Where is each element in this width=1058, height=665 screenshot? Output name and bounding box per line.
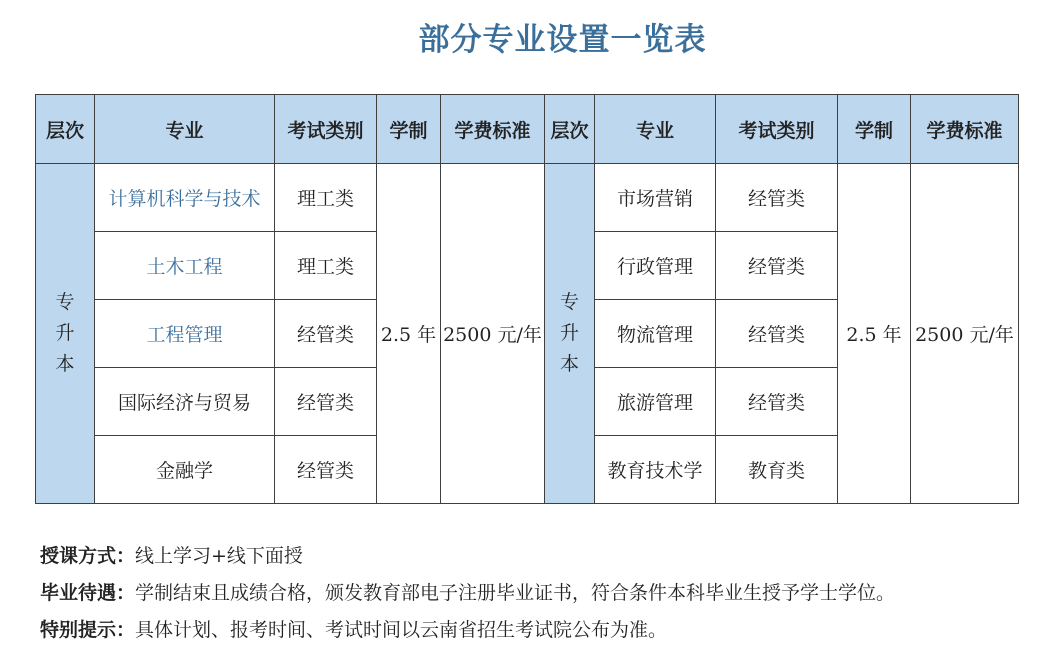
note-text: 学制结束且成绩合格，颁发教育部电子注册毕业证书，符合条件本科毕业生授予学士学位。 (135, 582, 896, 604)
table-row (36, 164, 1019, 232)
header-cell: 专业 (595, 95, 716, 164)
category-cell: 理工类 (275, 232, 377, 300)
major-cell: 国际经济与贸易 (95, 368, 275, 436)
major-cell: 行政管理 (595, 232, 716, 300)
category-cell: 经管类 (716, 300, 838, 368)
header-cell: 考试类别 (716, 95, 838, 164)
note-graduation (40, 575, 1040, 612)
majors-table (35, 94, 1019, 504)
major-cell: 计算机科学与技术 (95, 164, 275, 232)
page-title: 部分专业设置一览表 (418, 22, 707, 58)
category-cell: 经管类 (275, 368, 377, 436)
category-cell: 经管类 (716, 232, 838, 300)
major-cell: 旅游管理 (595, 368, 716, 436)
note-label: 毕业待遇： (40, 582, 136, 604)
header-cell: 学费标准 (911, 95, 1019, 164)
header-cell: 专业 (95, 95, 275, 164)
header-cell: 层次 (36, 95, 95, 164)
category-cell: 经管类 (716, 368, 838, 436)
duration-cell-right: 2.5 年 (838, 164, 911, 504)
level-cell-right (545, 164, 595, 504)
level-cell-left (36, 164, 95, 504)
duration-cell-left: 2.5 年 (377, 164, 441, 504)
level-text-right: 专升本 (559, 291, 579, 375)
fee-cell-right: 2500 元/年 (911, 164, 1019, 504)
major-cell: 市场营销 (595, 164, 716, 232)
category-cell: 经管类 (275, 300, 377, 368)
major-cell: 土木工程 (95, 232, 275, 300)
major-cell: 物流管理 (595, 300, 716, 368)
header-cell: 层次 (545, 95, 595, 164)
major-cell: 教育技术学 (595, 436, 716, 504)
major-cell: 工程管理 (95, 300, 275, 368)
header-cell: 学制 (838, 95, 911, 164)
level-text-left: 专升本 (55, 291, 75, 375)
major-cell: 金融学 (95, 436, 275, 504)
table-header-row (36, 95, 1019, 164)
note-text: 线上学习+线下面授 (135, 545, 303, 567)
notes-section (40, 538, 1040, 649)
note-label: 授课方式： (40, 545, 136, 567)
fee-cell-left: 2500 元/年 (441, 164, 545, 504)
header-cell: 学费标准 (441, 95, 545, 164)
category-cell: 经管类 (716, 164, 838, 232)
header-cell: 学制 (377, 95, 441, 164)
category-cell: 理工类 (275, 164, 377, 232)
note-special-reminder (40, 612, 1040, 649)
category-cell: 经管类 (275, 436, 377, 504)
category-cell: 教育类 (716, 436, 838, 504)
header-cell: 考试类别 (275, 95, 377, 164)
note-label: 特别提示： (40, 619, 136, 641)
note-teaching-mode (40, 538, 1040, 575)
note-text: 具体计划、报考时间、考试时间以云南省招生考试院公布为准。 (135, 619, 668, 641)
